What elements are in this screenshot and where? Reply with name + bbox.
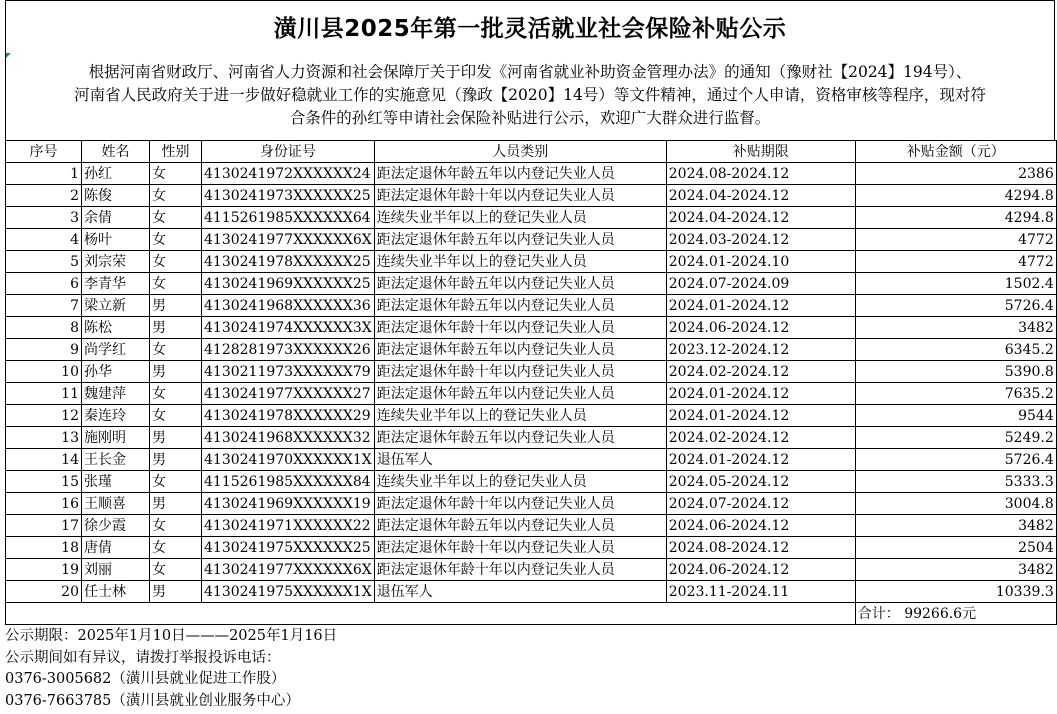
cell-amount[interactable]: 1502.4 (855, 273, 1056, 295)
table-row (6, 273, 1057, 295)
cell-sex[interactable]: 女 (150, 207, 202, 229)
cell-sex[interactable]: 男 (150, 449, 202, 471)
cell-no[interactable]: 6 (6, 273, 82, 295)
cell-sex[interactable]: 男 (150, 361, 202, 383)
cell-id[interactable]: 4130241978XXXXXX25 (202, 251, 375, 273)
cell-type[interactable]: 距法定退休年龄五年以内登记失业人员 (374, 515, 666, 537)
header-no[interactable]: 序号 (6, 141, 82, 163)
phone-line-2[interactable]: 0376-7663785（潢川县就业创业服务中心） (5, 692, 300, 709)
cell-id[interactable]: 4130241975XXXXXX25 (202, 537, 375, 559)
cell-sex[interactable]: 女 (150, 273, 202, 295)
table-row (6, 405, 1057, 427)
cell-id[interactable]: 4130241975XXXXXX1X (202, 581, 375, 603)
total-cell[interactable]: 合计： 99266.6元 (855, 603, 1056, 625)
cell-no[interactable]: 18 (6, 537, 82, 559)
cell-name[interactable]: 刘宗荣 (82, 251, 150, 273)
blank-cell (6, 603, 856, 625)
cell-sex[interactable]: 女 (150, 537, 202, 559)
cell-period[interactable]: 2023.11-2024.11 (666, 581, 855, 603)
cell-id[interactable]: 4130241970XXXXXX1X (202, 449, 375, 471)
table-row (6, 295, 1057, 317)
publicity-period[interactable]: 公示期限：2025年1月10日———2025年1月16日 (5, 628, 338, 644)
cell-id[interactable]: 4128281973XXXXXX26 (202, 339, 375, 361)
table-row (6, 229, 1057, 251)
cell-no[interactable]: 9 (6, 339, 82, 361)
cell-id[interactable]: 4130211973XXXXXX79 (202, 361, 375, 383)
cell-type[interactable]: 退伍军人 (374, 449, 666, 471)
total-row (6, 603, 1057, 625)
cell-period[interactable]: 2024.07-2024.09 (666, 273, 855, 295)
cell-id[interactable]: 4130241972XXXXXX24 (202, 163, 375, 185)
cell-name[interactable]: 孙红 (82, 163, 150, 185)
cell-period[interactable]: 2024.08-2024.12 (666, 537, 855, 559)
cell-sex[interactable]: 男 (150, 493, 202, 515)
cell-id[interactable]: 4130241973XXXXXX25 (202, 185, 375, 207)
cell-name[interactable]: 王顺喜 (82, 493, 150, 515)
table-row (6, 449, 1057, 471)
cell-name[interactable]: 李青华 (82, 273, 150, 295)
cell-name[interactable]: 刘丽 (82, 559, 150, 581)
cell-type[interactable]: 距法定退休年龄五年以内登记失业人员 (374, 229, 666, 251)
table-row (6, 427, 1057, 449)
cell-no[interactable]: 3 (6, 207, 82, 229)
cell-type[interactable]: 连续失业半年以上的登记失业人员 (374, 207, 666, 229)
cell-type[interactable]: 连续失业半年以上的登记失业人员 (374, 405, 666, 427)
cell-name[interactable]: 梁立新 (82, 295, 150, 317)
table-row (6, 163, 1057, 185)
cell-name[interactable]: 秦连玲 (82, 405, 150, 427)
cell-period[interactable]: 2024.01-2024.12 (666, 405, 855, 427)
cell-period[interactable]: 2024.02-2024.12 (666, 427, 855, 449)
cell-id[interactable]: 4130241978XXXXXX29 (202, 405, 375, 427)
cell-period[interactable]: 2024.04-2024.12 (666, 207, 855, 229)
cell-id[interactable]: 4130241974XXXXXX3X (202, 317, 375, 339)
table-header-row (6, 141, 1057, 163)
cell-name[interactable]: 魏建萍 (82, 383, 150, 405)
phone-line-1[interactable]: 0376-3005682（潢川县就业促进工作股） (5, 671, 286, 687)
cell-type[interactable]: 距法定退休年龄五年以内登记失业人员 (374, 427, 666, 449)
intro-cell[interactable] (5, 51, 1055, 141)
cell-no[interactable]: 20 (6, 581, 82, 603)
cell-name[interactable]: 陈松 (82, 317, 150, 339)
cell-id[interactable]: 4115261985XXXXXX84 (202, 471, 375, 493)
cell-period[interactable]: 2024.05-2024.12 (666, 471, 855, 493)
cell-type[interactable]: 距法定退休年龄五年以内登记失业人员 (374, 383, 666, 405)
cell-period[interactable]: 2024.07-2024.12 (666, 493, 855, 515)
cell-no[interactable]: 15 (6, 471, 82, 493)
cell-no[interactable]: 11 (6, 383, 82, 405)
table-row (6, 559, 1057, 581)
cell-no[interactable]: 13 (6, 427, 82, 449)
cell-name[interactable]: 孙华 (82, 361, 150, 383)
cell-name[interactable]: 余倩 (82, 207, 150, 229)
cell-id[interactable]: 4130241977XXXXXX6X (202, 229, 375, 251)
title-cell[interactable] (5, 0, 1055, 51)
header-sex[interactable]: 性别 (150, 141, 202, 163)
table-row (6, 493, 1057, 515)
cell-period[interactable]: 2024.04-2024.12 (666, 185, 855, 207)
cell-amount[interactable]: 2386 (855, 163, 1056, 185)
cell-type[interactable]: 距法定退休年龄十年以内登记失业人员 (374, 493, 666, 515)
cell-name[interactable]: 王长金 (82, 449, 150, 471)
table-row (6, 515, 1057, 537)
cell-sex[interactable]: 女 (150, 515, 202, 537)
cell-amount[interactable]: 9544 (855, 405, 1056, 427)
table-row (6, 251, 1057, 273)
cell-period[interactable]: 2024.08-2024.12 (666, 163, 855, 185)
cell-amount[interactable]: 3482 (855, 515, 1056, 537)
table-row (6, 361, 1057, 383)
cell-type[interactable]: 距法定退休年龄五年以内登记失业人员 (374, 339, 666, 361)
cell-name[interactable]: 尚学红 (82, 339, 150, 361)
header-period[interactable]: 补贴期限 (666, 141, 855, 163)
cell-id[interactable]: 4130241977XXXXXX27 (202, 383, 375, 405)
cell-type[interactable]: 距法定退休年龄五年以内登记失业人员 (374, 295, 666, 317)
cell-amount[interactable]: 4294.8 (855, 207, 1056, 229)
footer-notes (5, 626, 337, 712)
cell-id[interactable]: 4130241969XXXXXX19 (202, 493, 375, 515)
cell-amount[interactable]: 3004.8 (855, 493, 1056, 515)
header-type[interactable]: 人员类别 (374, 141, 666, 163)
table-row (6, 471, 1057, 493)
cell-id[interactable]: 4130241977XXXXXX6X (202, 559, 375, 581)
cell-period[interactable]: 2024.03-2024.12 (666, 229, 855, 251)
cell-type[interactable]: 距法定退休年龄五年以内登记失业人员 (374, 273, 666, 295)
cell-period[interactable]: 2024.01-2024.12 (666, 449, 855, 471)
table-row (6, 339, 1057, 361)
cell-period[interactable]: 2024.01-2024.12 (666, 383, 855, 405)
cell-sex[interactable]: 男 (150, 317, 202, 339)
cell-type[interactable]: 连续失业半年以上的登记失业人员 (374, 251, 666, 273)
cell-sex[interactable]: 女 (150, 405, 202, 427)
cell-amount[interactable]: 6345.2 (855, 339, 1056, 361)
cell-sex[interactable]: 男 (150, 295, 202, 317)
cell-no[interactable]: 14 (6, 449, 82, 471)
cell-sex[interactable]: 女 (150, 471, 202, 493)
cell-sex[interactable]: 女 (150, 339, 202, 361)
cell-amount[interactable]: 5333.3 (855, 471, 1056, 493)
cell-amount[interactable]: 4772 (855, 251, 1056, 273)
cell-sex[interactable]: 女 (150, 383, 202, 405)
objection-note[interactable]: 公示期间如有异议，请拨打举报投诉电话： (5, 649, 281, 666)
cell-id[interactable]: 4130241971XXXXXX22 (202, 515, 375, 537)
cell-type[interactable]: 退伍军人 (374, 581, 666, 603)
cell-id[interactable]: 4115261985XXXXXX64 (202, 207, 375, 229)
intro-line: 根据河南省财政厅、河南省人力资源和社会保障厅关于印发《河南省就业补助资金管理办法》的通知（豫财社【2024】194号）、 (88, 63, 972, 81)
cell-type[interactable]: 距法定退休年龄十年以内登记失业人员 (374, 185, 666, 207)
cell-no[interactable]: 4 (6, 229, 82, 251)
cell-sex[interactable]: 女 (150, 559, 202, 581)
cell-no[interactable]: 12 (6, 405, 82, 427)
cell-type[interactable]: 距法定退休年龄十年以内登记失业人员 (374, 317, 666, 339)
cell-no[interactable]: 1 (6, 163, 82, 185)
cell-name[interactable]: 唐倩 (82, 537, 150, 559)
cell-sex[interactable]: 女 (150, 163, 202, 185)
cell-name[interactable]: 张瑾 (82, 471, 150, 493)
cell-sex[interactable]: 女 (150, 229, 202, 251)
cell-amount[interactable]: 5390.8 (855, 361, 1056, 383)
cell-id[interactable]: 4130241968XXXXXX32 (202, 427, 375, 449)
table-row (6, 317, 1057, 339)
cell-no[interactable]: 19 (6, 559, 82, 581)
cell-name[interactable]: 陈俊 (82, 185, 150, 207)
cell-name[interactable]: 施刚明 (82, 427, 150, 449)
cell-sex[interactable]: 女 (150, 185, 202, 207)
cell-sex[interactable]: 女 (150, 251, 202, 273)
cell-type[interactable]: 距法定退休年龄十年以内登记失业人员 (374, 361, 666, 383)
subsidy-table (5, 140, 1057, 625)
cell-period[interactable]: 2024.01-2024.10 (666, 251, 855, 273)
cell-name[interactable]: 徐少霞 (82, 515, 150, 537)
cell-amount[interactable]: 5726.4 (855, 449, 1056, 471)
cell-name[interactable]: 杨叶 (82, 229, 150, 251)
cell-period[interactable]: 2024.06-2024.12 (666, 515, 855, 537)
cell-amount[interactable]: 5726.4 (855, 295, 1056, 317)
cell-period[interactable]: 2024.01-2024.12 (666, 295, 855, 317)
table-row (6, 537, 1057, 559)
cell-period[interactable]: 2024.06-2024.12 (666, 317, 855, 339)
cell-name[interactable]: 任士林 (82, 581, 150, 603)
cell-type[interactable]: 距法定退休年龄十年以内登记失业人员 (374, 537, 666, 559)
cell-no[interactable]: 16 (6, 493, 82, 515)
header-id[interactable]: 身份证号 (202, 141, 375, 163)
cell-amount[interactable]: 10339.3 (855, 581, 1056, 603)
cell-period[interactable]: 2023.12-2024.12 (666, 339, 855, 361)
cell-no[interactable]: 17 (6, 515, 82, 537)
intro-line: 合条件的孙红等申请社会保险补贴进行公示，欢迎广大群众进行监督。 (289, 109, 771, 127)
cell-amount[interactable]: 4294.8 (855, 185, 1056, 207)
intro-line: 河南省人民政府关于进一步做好稳就业工作的实施意见（豫政【2020】14号）等文件精神，通过个人申请，资格审核等程序，现对符 (74, 86, 986, 104)
cell-sex[interactable]: 男 (150, 581, 202, 603)
cell-amount[interactable]: 5249.2 (855, 427, 1056, 449)
table-row (6, 581, 1057, 603)
cell-amount[interactable]: 3482 (855, 559, 1056, 581)
table-row (6, 383, 1057, 405)
cell-type[interactable]: 距法定退休年龄十年以内登记失业人员 (374, 559, 666, 581)
table-row (6, 185, 1057, 207)
cell-id[interactable]: 4130241968XXXXXX36 (202, 295, 375, 317)
cell-type[interactable]: 连续失业半年以上的登记失业人员 (374, 471, 666, 493)
cell-no[interactable]: 5 (6, 251, 82, 273)
page-title: 潢川县2025年第一批灵活就业社会保险补贴公示 (273, 15, 787, 42)
header-amount[interactable]: 补贴金额（元） (855, 141, 1056, 163)
cell-no[interactable]: 2 (6, 185, 82, 207)
cell-id[interactable]: 4130241969XXXXXX25 (202, 273, 375, 295)
cell-period[interactable]: 2024.02-2024.12 (666, 361, 855, 383)
cell-type[interactable]: 距法定退休年龄五年以内登记失业人员 (374, 163, 666, 185)
cell-amount[interactable]: 2504 (855, 537, 1056, 559)
cell-sex[interactable]: 男 (150, 427, 202, 449)
cell-amount[interactable]: 7635.2 (855, 383, 1056, 405)
table-row (6, 207, 1057, 229)
cell-amount[interactable]: 4772 (855, 229, 1056, 251)
cell-amount[interactable]: 3482 (855, 317, 1056, 339)
cell-no[interactable]: 10 (6, 361, 82, 383)
cell-no[interactable]: 7 (6, 295, 82, 317)
cell-period[interactable]: 2024.06-2024.12 (666, 559, 855, 581)
header-name[interactable]: 姓名 (82, 141, 150, 163)
cell-no[interactable]: 8 (6, 317, 82, 339)
